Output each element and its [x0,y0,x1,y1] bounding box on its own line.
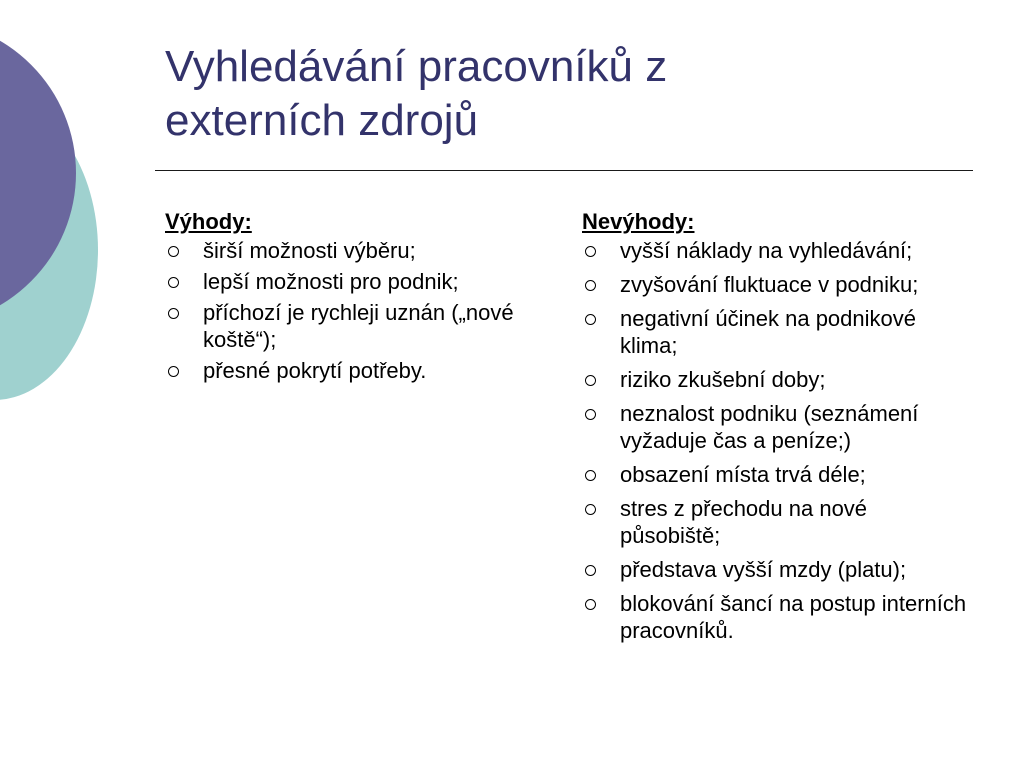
hollow-circle-bullet-icon [168,308,179,319]
hollow-circle-bullet-icon [168,366,179,377]
hollow-circle-bullet-icon [168,246,179,257]
advantages-list [165,237,525,384]
list-item-text: příchozí je rychleji uznán („nové koště“); [203,300,514,352]
list-item-text: obsazení místa trvá déle; [620,462,866,487]
title-divider [155,170,973,171]
list-item-text: přesné pokrytí potřeby. [203,358,427,383]
hollow-circle-bullet-icon [585,246,596,257]
list-item [582,461,972,488]
list-item-text: neznalost podniku (seznámení vyžaduje čas a peníze;) [620,401,919,453]
list-item [165,299,525,353]
list-item [582,366,972,393]
hollow-circle-bullet-icon [585,280,596,291]
disadvantages-heading: Nevýhody: [582,209,695,234]
hollow-circle-bullet-icon [585,314,596,325]
list-item [582,556,972,583]
hollow-circle-bullet-icon [585,599,596,610]
list-item-text: riziko zkušební doby; [620,367,826,392]
title-line-1: Vyhledávání pracovníků z [165,42,668,91]
list-item [582,305,972,359]
list-item [165,268,525,295]
disadvantages-list [582,237,972,644]
hollow-circle-bullet-icon [585,470,596,481]
list-item [165,237,525,264]
list-item-text: zvyšování fluktuace v podniku; [620,272,919,297]
list-item-text: lepší možnosti pro podnik; [203,269,459,294]
list-item [582,495,972,549]
disadvantages-column [582,208,972,651]
list-item-text: blokování šancí na postup interních pracovníků. [620,591,967,643]
title-line-2: externích zdrojů [165,96,479,145]
list-item [582,590,972,644]
list-item-text: představa vyšší mzdy (platu); [620,557,907,582]
hollow-circle-bullet-icon [585,565,596,576]
advantages-column [165,208,525,388]
list-item-text: negativní účinek na podnikové klima; [620,306,916,358]
list-item-text: vyšší náklady na vyhledávání; [620,238,913,263]
list-item-text: širší možnosti výběru; [203,238,416,263]
list-item [165,357,525,384]
list-item-text: stres z přechodu na nové působiště; [620,496,868,548]
hollow-circle-bullet-icon [585,504,596,515]
list-item [582,400,972,454]
hollow-circle-bullet-icon [585,409,596,420]
hollow-circle-bullet-icon [585,375,596,386]
slide-title [165,40,965,148]
list-item [582,237,972,264]
advantages-heading: Výhody: [165,209,252,234]
hollow-circle-bullet-icon [168,277,179,288]
list-item [582,271,972,298]
